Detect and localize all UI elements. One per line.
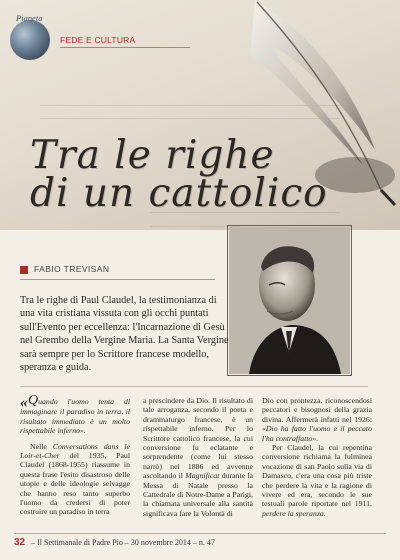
body-paragraph bbox=[143, 396, 253, 518]
text-column-2 bbox=[143, 396, 253, 518]
text-column-1 bbox=[20, 393, 130, 517]
body-paragraph bbox=[262, 396, 372, 443]
quote-text: «Dio ha fatto l'uomo e il peccato l'ha contraffatto». bbox=[262, 424, 372, 443]
brand-label: Pianeta bbox=[16, 13, 43, 23]
portrait-figure bbox=[229, 227, 350, 374]
byline-divider bbox=[20, 279, 215, 280]
book-title: Conversations dans le Loir-et-Cher bbox=[20, 441, 130, 461]
body-text: Dio con prontezza, riconoscendosi peccatori e bisognosi della grazia divina. Affermerà infatti nel 1926: bbox=[262, 396, 372, 424]
footer-divider bbox=[14, 533, 386, 534]
text-column-3 bbox=[262, 396, 372, 518]
section-label: FEDE E CULTURA bbox=[60, 35, 136, 45]
globe-icon bbox=[10, 20, 50, 60]
page-number: 32 bbox=[14, 537, 26, 548]
article-title-line-2: di un cattolico bbox=[30, 171, 328, 216]
quote-open: « bbox=[20, 394, 28, 411]
quote-text: uando l'uomo tenta di immaginare il paradiso in terra, il risultato immediato è un molto rispettabile inferno». bbox=[20, 397, 130, 436]
footer-text: – Il Settimanale di Padre Pio – 30 novembre 2014 – n. 47 bbox=[31, 538, 215, 547]
byline bbox=[20, 264, 215, 278]
drop-cap: Q bbox=[28, 393, 39, 408]
emphasis-text: Magnificat bbox=[185, 471, 220, 481]
author-name: FABIO TREVISAN bbox=[34, 264, 110, 274]
emphasis-text: perdere la speranza. bbox=[262, 508, 326, 518]
body-text: Nelle bbox=[30, 441, 53, 451]
body-text: Per Claudel, la cui repentina conversione richiama la fulminea vocazione di san Paolo sulla via di Damasco, c'era una cosa più triste che perdere la vita e la ragione di vivere ed era, secondo le sue testuali parole riportate nel 1911, bbox=[262, 443, 372, 509]
body-text: a prescindere da Dio. Il risultato di tale arroganza, secondo il poeta e drammaturgo francese, è un rispettabile inferno. Per lo Scrittore cattolico francese, la cui conversione fu eclatante e sorprendente (come lui stesso narrò) nel 1886 ed avvenne ascoltando il bbox=[143, 396, 253, 481]
body-paragraph bbox=[20, 442, 130, 517]
page-footer bbox=[14, 537, 386, 551]
opening-quote-paragraph bbox=[20, 393, 130, 436]
byline-marker bbox=[20, 266, 28, 274]
body-text: durante la Messa di Natale presso la Cattedrale di Notre-Dame a Parigi, la chiamata universale alla santità significava fare la Volontà di bbox=[143, 471, 254, 518]
section-divider bbox=[60, 47, 190, 48]
column-divider bbox=[20, 386, 368, 387]
article-title-line-1: Tra le righe bbox=[30, 133, 275, 178]
body-paragraph bbox=[262, 443, 372, 518]
author-portrait-photo bbox=[229, 227, 350, 374]
article-intro: Tra le righe di Paul Claudel, la testimonianza di una vita cristiana vissuta con gli occhi puntati sull'Evento per eccellenza: l'Incarnazione di Gesù nel Grembo della Vergine Maria. La Santa Vergine sarà sempre per lo Scrittore francese modello, speranza e guida. bbox=[20, 295, 229, 374]
body-text: del 1935, Paul Claudel (1868-1955) riassume in questa frase l'esito disastroso delle utopie e delle ideologie selvagge che hanno reso tanto superbo l'uomo da credersi di poter costruire un paradiso in terra bbox=[20, 451, 130, 517]
